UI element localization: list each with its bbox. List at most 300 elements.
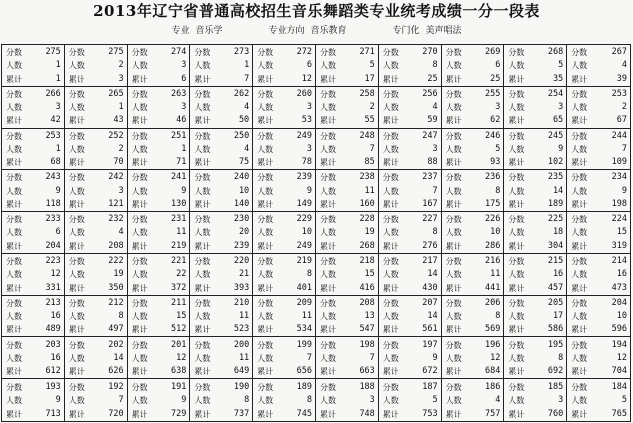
score-row xyxy=(383,172,438,183)
score-label: 分数 xyxy=(131,298,148,308)
cumulative-label: 累计 xyxy=(319,409,336,419)
count-label: 人数 xyxy=(68,103,85,113)
count-value: 11 xyxy=(238,352,250,363)
cumulative-value: 473 xyxy=(611,282,627,293)
count-row xyxy=(446,395,501,406)
score-cell xyxy=(190,45,253,87)
cumulative-label: 累计 xyxy=(382,74,399,84)
count-row xyxy=(194,102,249,113)
score-cell xyxy=(442,379,505,421)
cumulative-label: 累计 xyxy=(131,283,148,293)
cumulative-label: 累计 xyxy=(194,325,211,335)
count-label: 人数 xyxy=(319,228,336,238)
score-cell xyxy=(504,337,567,379)
cumulative-value: 75 xyxy=(238,157,250,168)
cumulative-value: 713 xyxy=(45,408,61,419)
count-label: 人数 xyxy=(508,144,525,154)
score-cell xyxy=(567,337,630,379)
score-label: 分数 xyxy=(6,257,22,266)
score-cell xyxy=(379,87,442,129)
score-value: 255 xyxy=(485,88,501,99)
count-row xyxy=(446,186,501,197)
count-row xyxy=(6,60,61,71)
cumulative-row xyxy=(383,74,438,85)
count-value: 3 xyxy=(558,102,564,113)
meta-specialization-label: 专门化 xyxy=(392,26,420,36)
count-label: 人数 xyxy=(131,228,148,238)
count-label: 人数 xyxy=(382,186,399,196)
count-label: 人数 xyxy=(508,186,525,196)
score-row xyxy=(320,131,375,142)
score-label: 分数 xyxy=(571,257,588,266)
cumulative-row xyxy=(257,324,312,335)
score-value: 231 xyxy=(171,214,187,225)
cumulative-row xyxy=(194,366,249,377)
cumulative-label: 累计 xyxy=(319,199,336,209)
cumulative-row xyxy=(194,74,249,85)
score-cell xyxy=(442,170,505,212)
score-label: 分数 xyxy=(508,340,525,350)
cumulative-label: 累计 xyxy=(131,199,148,209)
cumulative-row xyxy=(446,409,501,420)
cumulative-value: 441 xyxy=(485,282,501,293)
score-label: 分数 xyxy=(382,340,399,350)
count-label: 人数 xyxy=(508,270,525,280)
cumulative-value: 497 xyxy=(108,324,124,335)
count-row xyxy=(320,102,375,113)
score-cell xyxy=(316,254,379,296)
score-label: 分数 xyxy=(571,382,588,392)
score-label: 分数 xyxy=(257,48,274,58)
score-row xyxy=(6,382,61,393)
cumulative-row xyxy=(508,241,563,252)
score-value: 217 xyxy=(422,256,438,266)
score-label: 分数 xyxy=(6,382,22,392)
cumulative-row xyxy=(508,115,563,126)
cumulative-row xyxy=(132,74,187,85)
score-row xyxy=(194,382,249,393)
count-value: 12 xyxy=(490,352,501,363)
score-value: 258 xyxy=(359,88,375,99)
cumulative-label: 累计 xyxy=(6,241,22,251)
meta-direction-value: 音乐教育 xyxy=(310,26,347,36)
count-value: 10 xyxy=(616,311,627,322)
cumulative-label: 累计 xyxy=(6,283,22,293)
cumulative-value: 684 xyxy=(485,366,501,377)
score-value: 222 xyxy=(108,256,124,266)
count-label: 人数 xyxy=(382,396,399,406)
score-label: 分数 xyxy=(68,48,85,58)
score-cell xyxy=(379,254,442,296)
count-label: 人数 xyxy=(319,312,336,322)
score-cell xyxy=(65,212,128,254)
cumulative-row xyxy=(257,199,312,210)
score-value: 221 xyxy=(171,256,187,266)
cumulative-label: 累计 xyxy=(571,325,588,335)
count-value: 3 xyxy=(432,143,438,154)
score-label: 分数 xyxy=(131,340,148,350)
score-value: 200 xyxy=(233,339,250,350)
score-value: 214 xyxy=(611,256,627,266)
score-cell xyxy=(128,87,191,129)
cumulative-label: 累计 xyxy=(194,241,211,251)
cumulative-value: 175 xyxy=(485,198,501,209)
score-cell xyxy=(316,379,379,421)
score-cell xyxy=(316,45,379,87)
cumulative-row xyxy=(194,157,249,168)
count-row xyxy=(508,60,563,71)
cumulative-label: 累计 xyxy=(131,241,148,251)
cumulative-value: 586 xyxy=(547,324,564,335)
count-label: 人数 xyxy=(6,353,22,363)
score-value: 210 xyxy=(233,297,250,308)
count-label: 人数 xyxy=(571,228,588,238)
score-value: 254 xyxy=(547,88,564,99)
meta-specialization-value: 美声唱法 xyxy=(425,26,462,36)
cumulative-label: 累计 xyxy=(508,367,525,377)
cumulative-row xyxy=(194,409,249,420)
count-value: 14 xyxy=(113,352,124,363)
score-row xyxy=(69,256,124,267)
count-value: 1 xyxy=(118,102,124,113)
count-row xyxy=(320,269,375,280)
count-value: 16 xyxy=(50,311,61,322)
count-row xyxy=(257,227,312,238)
score-value: 190 xyxy=(233,381,250,392)
cumulative-row xyxy=(508,409,563,420)
count-label: 人数 xyxy=(68,396,85,406)
cumulative-value: 189 xyxy=(547,198,564,209)
cumulative-label: 累计 xyxy=(445,367,462,377)
count-label: 人数 xyxy=(68,312,85,322)
count-value: 3 xyxy=(495,102,501,113)
cumulative-value: 149 xyxy=(296,198,312,209)
score-row xyxy=(571,340,627,351)
count-value: 10 xyxy=(490,227,501,238)
score-row xyxy=(6,298,61,309)
count-label: 人数 xyxy=(319,186,336,196)
score-cell xyxy=(190,87,253,129)
cumulative-value: 67 xyxy=(616,115,627,126)
score-cell xyxy=(190,296,253,338)
count-row xyxy=(194,60,249,71)
score-value: 271 xyxy=(359,47,375,58)
score-label: 分数 xyxy=(445,298,462,308)
score-row xyxy=(571,256,627,267)
cumulative-row xyxy=(132,157,187,168)
count-label: 人数 xyxy=(6,396,22,406)
cumulative-value: 7 xyxy=(244,73,250,84)
cumulative-label: 累计 xyxy=(382,199,399,209)
count-row xyxy=(257,144,312,155)
score-cell xyxy=(379,296,442,338)
score-value: 240 xyxy=(233,172,250,183)
score-row xyxy=(6,340,61,351)
score-cell xyxy=(316,170,379,212)
count-row xyxy=(446,102,501,113)
count-value: 6 xyxy=(495,60,501,71)
cumulative-value: 93 xyxy=(490,157,501,168)
cumulative-row xyxy=(383,409,438,420)
score-row xyxy=(571,382,627,393)
count-value: 16 xyxy=(50,352,61,363)
cumulative-row xyxy=(69,241,124,252)
cumulative-row xyxy=(6,157,61,168)
score-cell xyxy=(128,254,191,296)
score-label: 分数 xyxy=(257,215,274,225)
score-row xyxy=(132,214,187,225)
count-label: 人数 xyxy=(382,228,399,238)
cumulative-value: 198 xyxy=(611,198,627,209)
cumulative-value: 286 xyxy=(485,240,501,251)
count-row xyxy=(69,144,124,155)
cumulative-row xyxy=(571,74,627,85)
count-value: 15 xyxy=(616,227,627,238)
score-value: 189 xyxy=(296,381,312,392)
score-value: 273 xyxy=(233,47,250,58)
score-row xyxy=(508,340,563,351)
cumulative-label: 累计 xyxy=(319,158,336,168)
score-cell xyxy=(567,254,630,296)
count-label: 人数 xyxy=(257,312,274,322)
count-label: 人数 xyxy=(571,312,588,322)
count-value: 15 xyxy=(364,269,375,280)
cumulative-value: 59 xyxy=(427,115,438,126)
cumulative-label: 累计 xyxy=(508,116,525,126)
count-label: 人数 xyxy=(68,186,85,196)
count-label: 人数 xyxy=(194,186,211,196)
score-cell xyxy=(379,129,442,171)
score-value: 263 xyxy=(171,88,187,99)
count-label: 人数 xyxy=(445,396,462,406)
count-label: 人数 xyxy=(131,144,148,154)
score-row xyxy=(508,256,563,267)
score-row xyxy=(383,256,438,267)
cumulative-value: 17 xyxy=(364,73,375,84)
cumulative-label: 累计 xyxy=(131,367,148,377)
score-row xyxy=(132,382,187,393)
score-value: 188 xyxy=(359,381,375,392)
cumulative-value: 748 xyxy=(359,408,375,419)
cumulative-row xyxy=(6,283,61,294)
score-label: 分数 xyxy=(194,257,211,266)
cumulative-row xyxy=(132,115,187,126)
score-value: 207 xyxy=(422,297,438,308)
score-row xyxy=(6,89,61,100)
count-label: 人数 xyxy=(319,396,336,406)
cumulative-value: 160 xyxy=(359,198,375,209)
score-cell xyxy=(2,212,65,254)
cumulative-row xyxy=(446,283,501,294)
score-row xyxy=(320,340,375,351)
count-row xyxy=(383,102,438,113)
score-row xyxy=(257,47,312,58)
score-label: 分数 xyxy=(445,215,462,225)
count-row xyxy=(69,353,124,364)
score-cell xyxy=(567,45,630,87)
score-value: 260 xyxy=(296,88,312,99)
score-cell xyxy=(504,379,567,421)
score-row xyxy=(508,382,563,393)
score-cell xyxy=(2,296,65,338)
cumulative-row xyxy=(446,199,501,210)
cumulative-value: 649 xyxy=(233,366,250,377)
score-value: 234 xyxy=(611,172,627,183)
score-row xyxy=(320,89,375,100)
score-cell xyxy=(442,212,505,254)
cumulative-value: 25 xyxy=(490,73,501,84)
score-row xyxy=(69,214,124,225)
cumulative-row xyxy=(320,324,375,335)
score-label: 分数 xyxy=(508,48,525,58)
count-label: 人数 xyxy=(508,228,525,238)
score-value: 198 xyxy=(359,339,375,350)
count-label: 人数 xyxy=(445,353,462,363)
score-row xyxy=(508,131,563,142)
count-row xyxy=(6,269,61,280)
score-cell xyxy=(253,129,316,171)
score-row xyxy=(571,214,627,225)
cumulative-row xyxy=(6,199,61,210)
cumulative-value: 204 xyxy=(45,240,61,251)
cumulative-label: 累计 xyxy=(445,116,462,126)
cumulative-value: 39 xyxy=(616,73,627,84)
cumulative-row xyxy=(6,241,61,252)
score-row xyxy=(194,256,249,267)
score-value: 242 xyxy=(108,172,124,183)
cumulative-row xyxy=(571,324,627,335)
cumulative-label: 累计 xyxy=(508,74,525,84)
score-label: 分数 xyxy=(382,215,399,225)
score-row xyxy=(320,256,375,267)
cumulative-row xyxy=(194,115,249,126)
score-label: 分数 xyxy=(319,340,336,350)
score-label: 分数 xyxy=(445,382,462,392)
score-value: 252 xyxy=(108,130,124,141)
cumulative-label: 累计 xyxy=(257,241,274,251)
cumulative-row xyxy=(69,366,124,377)
score-row xyxy=(69,298,124,309)
cumulative-value: 638 xyxy=(171,366,187,377)
score-label: 分数 xyxy=(319,173,336,183)
score-value: 202 xyxy=(108,339,124,350)
cumulative-label: 累计 xyxy=(131,409,148,419)
score-label: 分数 xyxy=(6,89,22,99)
count-row xyxy=(383,269,438,280)
score-label: 分数 xyxy=(508,382,525,392)
cumulative-label: 累计 xyxy=(445,199,462,209)
score-value: 239 xyxy=(296,172,312,183)
count-value: 12 xyxy=(176,352,187,363)
meta-major-value: 音乐学 xyxy=(195,26,223,36)
cumulative-row xyxy=(69,324,124,335)
cumulative-row xyxy=(194,283,249,294)
cumulative-value: 109 xyxy=(611,157,627,168)
count-value: 9 xyxy=(306,185,312,196)
count-value: 3 xyxy=(558,395,564,406)
cumulative-label: 累计 xyxy=(6,116,22,126)
score-row xyxy=(508,172,563,183)
score-value: 191 xyxy=(171,381,187,392)
count-row xyxy=(383,186,438,197)
score-value: 192 xyxy=(108,381,124,392)
count-label: 人数 xyxy=(319,353,336,363)
count-row xyxy=(446,269,501,280)
count-label: 人数 xyxy=(257,144,274,154)
count-value: 4 xyxy=(244,143,250,154)
score-cell xyxy=(2,45,65,87)
score-value: 249 xyxy=(296,130,312,141)
cumulative-label: 累计 xyxy=(257,409,274,419)
score-label: 分数 xyxy=(508,89,525,99)
cumulative-label: 累计 xyxy=(319,283,336,293)
score-cell xyxy=(253,87,316,129)
cumulative-row xyxy=(132,199,187,210)
count-value: 17 xyxy=(552,311,564,322)
count-row xyxy=(446,144,501,155)
score-cell xyxy=(128,170,191,212)
count-row xyxy=(69,269,124,280)
cumulative-label: 累计 xyxy=(68,74,85,84)
count-row xyxy=(194,186,249,197)
score-label: 分数 xyxy=(445,257,462,266)
count-row xyxy=(571,269,627,280)
cumulative-label: 累计 xyxy=(194,283,211,293)
score-row xyxy=(194,131,249,142)
cumulative-value: 319 xyxy=(611,240,627,251)
count-value: 22 xyxy=(176,269,187,280)
cumulative-value: 239 xyxy=(233,240,250,251)
count-label: 人数 xyxy=(257,186,274,196)
score-value: 270 xyxy=(422,47,438,58)
count-value: 11 xyxy=(238,311,250,322)
count-value: 7 xyxy=(432,185,438,196)
score-label: 分数 xyxy=(131,382,148,392)
cumulative-label: 累计 xyxy=(319,367,336,377)
score-row xyxy=(194,89,249,100)
count-row xyxy=(446,353,501,364)
score-cell xyxy=(567,296,630,338)
count-row xyxy=(320,186,375,197)
score-label: 分数 xyxy=(382,257,399,266)
cumulative-label: 累计 xyxy=(382,158,399,168)
score-cell xyxy=(567,379,630,421)
score-label: 分数 xyxy=(6,340,22,350)
score-value: 272 xyxy=(296,47,312,58)
cumulative-value: 62 xyxy=(490,115,501,126)
cumulative-row xyxy=(320,157,375,168)
count-row xyxy=(132,227,187,238)
cumulative-row xyxy=(6,324,61,335)
count-label: 人数 xyxy=(6,61,22,71)
count-label: 人数 xyxy=(319,270,336,280)
cumulative-value: 512 xyxy=(171,324,187,335)
count-label: 人数 xyxy=(382,61,399,71)
count-value: 1 xyxy=(55,143,61,154)
count-value: 2 xyxy=(118,60,124,71)
score-cell xyxy=(65,87,128,129)
count-label: 人数 xyxy=(194,61,211,71)
score-row xyxy=(257,340,312,351)
score-value: 253 xyxy=(611,88,627,99)
cumulative-value: 489 xyxy=(45,324,61,335)
count-row xyxy=(508,353,563,364)
score-cell xyxy=(190,129,253,171)
cumulative-label: 累计 xyxy=(6,325,22,335)
count-row xyxy=(132,60,187,71)
count-row xyxy=(194,311,249,322)
score-cell xyxy=(190,212,253,254)
